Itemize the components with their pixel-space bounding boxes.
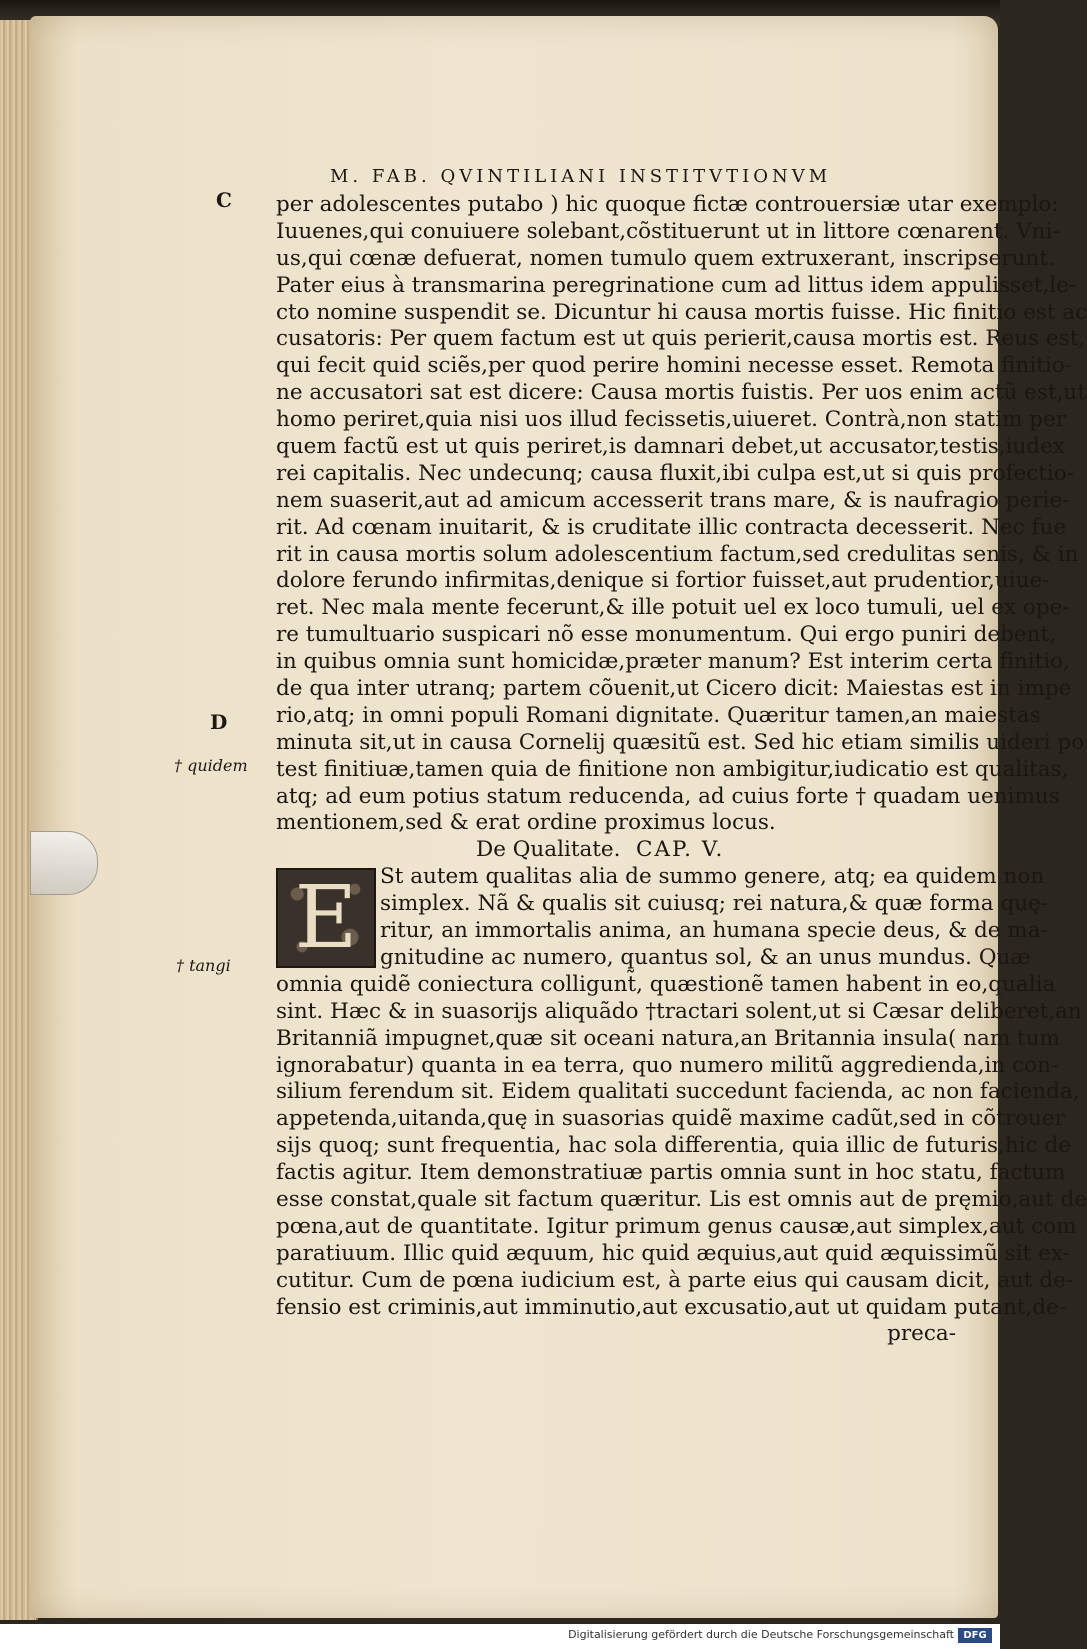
text-line: in quibus omnia sunt homicidæ,præter manum? Est interim certa finitio,: [276, 649, 1070, 675]
scanner-clip: [30, 831, 98, 895]
text-line: de qua inter utranq; partem cõuenit,ut Cicero dicit: Maiestas est in impe: [276, 676, 1072, 702]
text-line: us,qui cœnæ defuerat, nomen tumulo quem extruxerant, inscripserunt.: [276, 245, 1055, 271]
text-line: cusatoris: Per quem factum est ut quis perierit,causa mortis est. Reus est,: [276, 326, 1086, 352]
text-line: mentionem,sed & erat ordine proximus locus.: [276, 810, 776, 836]
book-page: [30, 16, 1087, 1618]
paragraph-1: [276, 192, 1087, 837]
text-line: ritur, an immortalis anima, an humana specie deus, & de ma-: [380, 918, 1048, 944]
text-line: omnia quidẽ coniectura colligunt̃, quæstionẽ tamen habent in eo,qualia: [276, 971, 1056, 997]
text-line: rei capitalis. Nec undecunq; causa fluxit,ibi culpa est,ut si quis profectio-: [276, 460, 1074, 486]
text-line: ignorabatur) quanta in ea terra, quo numero militũ aggredienda,in con-: [276, 1052, 1059, 1078]
text-line: simplex. Nã & qualis sit cuiusq; rei natura,& quæ forma quę-: [380, 891, 1049, 917]
text-line: per adolescentes putabo ) hic quoque fictæ controuersiæ utar exemplo:: [276, 192, 1059, 217]
text-line: minuta sit,ut in causa Cornelij quæsitũ est. Sed hic etiam similis uideri po: [276, 729, 1085, 755]
chapter-number: CAP. V.: [636, 837, 725, 863]
text-line: Pater eius à transmarina peregrinatione cum ad littus idem appulisset,le-: [276, 272, 1077, 298]
paragraph-2-opening: [276, 864, 1049, 972]
text-line: Iuuenes,qui conuiuere solebant,cõstituerunt ut in littore cœnarent. Vni-: [276, 218, 1060, 244]
text-line: atq; ad eum potius statum reducenda, ad cuius forte † quadam uenimus: [276, 783, 1060, 809]
signature-mark-d: D: [210, 710, 228, 734]
text-line: nem suaserit,aut ad amicum accesserit trans mare, & is naufragio perie-: [276, 487, 1070, 513]
text-line: appetenda,uitanda,quę in suasorias quidẽ maxime cadũt,sed in cõtrouer: [276, 1106, 1065, 1132]
catchword: preca-: [887, 1321, 956, 1347]
text-line: sint. Hæc & in suasorijs aliquãdo †tractari solent,ut si Cæsar deliberet,an: [276, 998, 1082, 1024]
body-text: [276, 192, 1087, 1348]
text-line: quem factũ est ut quis periret,is damnari debet,ut accusator,testis,iudex: [276, 434, 1065, 460]
paragraph-2: [276, 971, 1087, 1348]
text-line: factis agitur. Item demonstratiuæ partis omnia sunt in hoc statu, factum: [276, 1160, 1066, 1186]
section-heading: [276, 837, 956, 864]
text-line: ne accusatori sat est dicere: Causa mortis fuistis. Per uos enim actũ est,ut: [276, 380, 1086, 406]
digitization-footer: [0, 1624, 1000, 1649]
text-line: test finitiuæ,tamen quia de finitione non ambigitur,iudicatio est qualitas,: [276, 756, 1069, 782]
text-line: re tumultuario suspicari nõ esse monumentum. Qui ergo puniri debent,: [276, 622, 1056, 648]
funding-notice: Digitalisierung gefördert durch die Deutsche Forschungsgemeinschaft: [568, 1628, 954, 1641]
text-line: rit. Ad cœnam inuitarit, & is cruditate illic contracta decesserit. Nec fue: [276, 514, 1067, 540]
text-line: rit in causa mortis solum adolescentium factum,sed credulitas senis, & in: [276, 541, 1079, 567]
text-line: gnitudine ac numero, quantus sol, & an unus mundus. Quæ: [380, 944, 1031, 970]
text-line: St autem qualitas alia de summo genere, atq; ea quidem non: [380, 864, 1045, 890]
text-line: fensio est criminis,aut imminutio,aut excusatio,aut ut quidam putant,de-: [276, 1294, 1067, 1320]
text-line: Britanniã impugnet,quæ sit oceani natura,an Britannia insula( nam tum: [276, 1025, 1060, 1051]
margin-note-tangi: † tangi: [176, 956, 231, 975]
text-line: homo periret,quia nisi uos illud fecissetis,uiueret. Contrà,non statim per: [276, 407, 1067, 433]
text-line: pœna,aut de quantitate. Igitur primum genus causæ,aut simplex,aut com: [276, 1213, 1077, 1239]
section-title: De Qualitate.: [476, 837, 621, 863]
dfg-logo: DFG: [958, 1628, 992, 1643]
text-line: cto nomine suspendit se. Dicuntur hi causa mortis fuisse. Hic finitio est ac: [276, 299, 1087, 325]
text-line: cutitur. Cum de pœna iudicium est, à parte eius qui causam dicit, aut de-: [276, 1267, 1074, 1293]
text-line: dolore ferundo infirmitas,denique si fortior fuisset,aut prudentior,uiue-: [276, 568, 1050, 594]
text-line: qui fecit quid sciẽs,per quod perire homini necesse esset. Remota finitio-: [276, 353, 1072, 379]
text-line: esse constat,quale sit factum quæritur. Lis est omnis aut de pręmio,aut de: [276, 1186, 1087, 1212]
decorated-initial: E: [276, 868, 376, 968]
text-line: paratiuum. Illic quid æquum, hic quid æquius,aut quid æquissimũ sit ex-: [276, 1240, 1070, 1266]
signature-mark-c: C: [216, 188, 232, 212]
text-line: sijs quoq; sunt frequentia, hac sola differentia, quia illic de futuris,hic de: [276, 1133, 1071, 1159]
margin-note-quidem: † quidem: [174, 756, 248, 775]
text-line: rio,atq; in omni populi Romani dignitate. Quæritur tamen,an maiestas: [276, 702, 1041, 728]
running-head: M. FAB. QVINTILIANI INSTITVTIONVM: [330, 166, 832, 187]
text-line: ret. Nec mala mente fecerunt,& ille potuit uel ex loco tumuli, uel ex ope-: [276, 595, 1070, 621]
text-line: silium ferendum sit. Eidem qualitati succedunt facienda, ac non facienda,: [276, 1079, 1080, 1105]
